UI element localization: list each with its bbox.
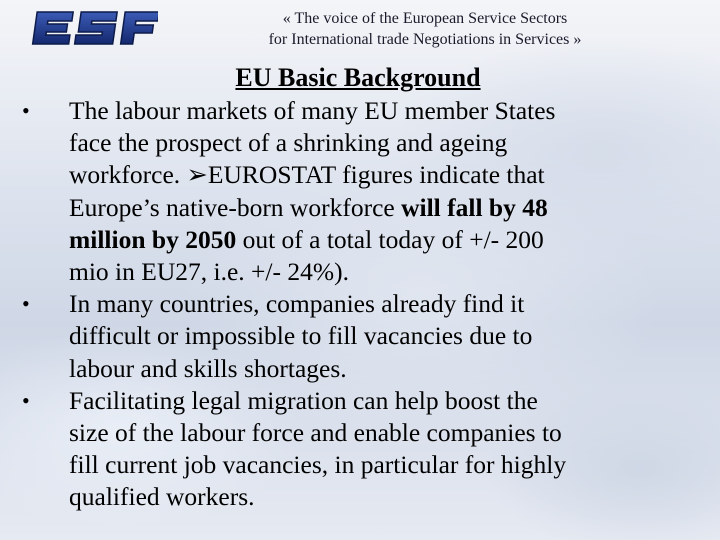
emphasis-text: million by 2050	[69, 224, 237, 254]
tagline-line-1: « The voice of the European Service Sectors	[282, 10, 568, 27]
tagline-line-2: for International trade Negotiations in Services »	[268, 31, 582, 48]
bullet-text-line: Facilitating legal migration can help boost the	[69, 385, 538, 415]
bullet-text-line: labour and skills shortages.	[69, 353, 347, 383]
bullet-text-line: face the prospect of a shrinking and ageing	[69, 128, 508, 158]
slide-title: EU Basic Background	[235, 63, 481, 92]
bullet-text-line: fill current job vacancies, in particular for highly	[69, 450, 567, 480]
bullet-text-segment: Europe’s native-born workforce	[69, 192, 402, 222]
bullet-item	[0, 385, 700, 514]
header-tagline	[190, 8, 660, 50]
arrow-bullet-icon: ➢	[186, 160, 208, 190]
bullet-text-segment: EUROSTAT figures indicate that	[207, 160, 545, 190]
esf-logo-graphic	[30, 6, 158, 50]
bullet-text-line: The labour markets of many EU member States	[69, 96, 556, 125]
bullet-text-segment: workforce.	[69, 160, 187, 190]
bullet-text-segment: out of a total today of +/- 200	[236, 224, 544, 254]
bullet-text-line: size of the labour force and enable companies to	[69, 418, 562, 448]
bullet-item	[0, 288, 700, 385]
bullet-icon: •	[22, 98, 30, 123]
bullet-text-line: mio in EU27, i.e. +/- 24%).	[69, 257, 349, 287]
emphasis-text: will fall by 48	[401, 192, 548, 222]
bullet-list	[0, 95, 720, 514]
bullet-icon: •	[22, 387, 30, 413]
bullet-text-line: difficult or impossible to fill vacancies due to	[69, 321, 533, 351]
bullet-text-line: qualified workers.	[69, 482, 255, 512]
bullet-text-line	[69, 192, 700, 224]
bullet-item	[0, 95, 700, 288]
bullet-icon: •	[22, 291, 30, 317]
esf-logo	[30, 6, 158, 50]
bullet-text-line: In many countries, companies already find it	[69, 289, 525, 319]
bullet-text-line	[69, 159, 700, 191]
bullet-text-line	[69, 224, 700, 256]
